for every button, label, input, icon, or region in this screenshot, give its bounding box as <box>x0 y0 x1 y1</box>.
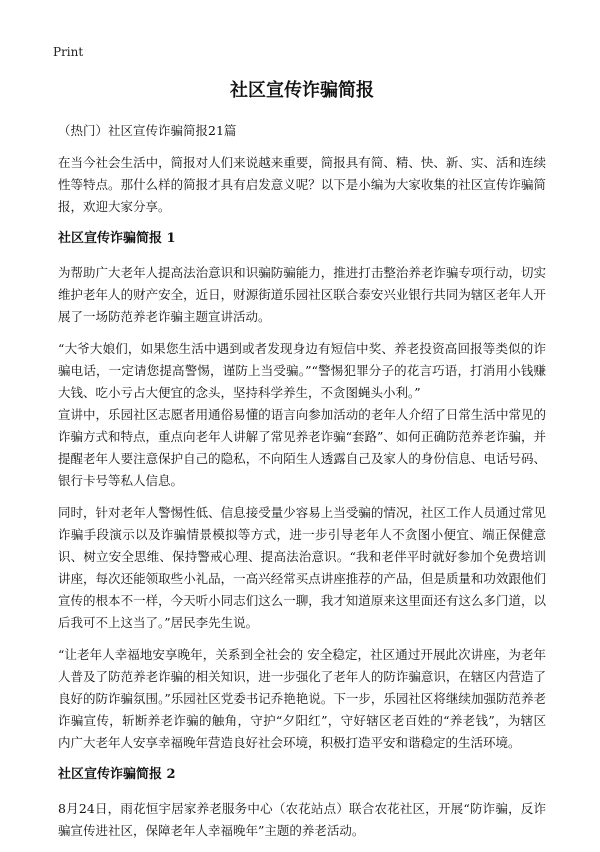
article-subtitle: （热门）社区宣传诈骗简报21篇 <box>58 123 237 138</box>
body-paragraph: 同时，针对老年人警惕性低、信息接受量少容易上当受骗的情况，社区工作人员通过常见诈骗手段演示以及诈骗情景模拟等方式，进一步引导老年人不贪图小便宜、端正保健意识、树立安全思维、保持警戒心理、提高法治意识。“我和老伴平时就好参加个免费培训讲座，每次还能领取些小礼品，一高兴经常买点讲座推荐的产品，但是质量和功效跟他们宣传的根本不一样，今天听小同志们这么一聊，我才知道原来这里面还有这么多门道，以后我可不上这当了。”居民李先生说。 <box>58 505 546 630</box>
article <box>58 78 546 852</box>
print-link[interactable]: Print <box>53 45 84 59</box>
section-heading: 社区宣传诈骗简报 2 <box>58 767 176 782</box>
body-paragraph: 宣讲中，乐园社区志愿者用通俗易懂的语言向参加活动的老年人介绍了日常生活中常见的诈骗方式和特点，重点向老年人讲解了常见养老诈骗“套路”、如何正确防范养老诈骗，并提醒老年人要注意保护自己的隐私，不向陌生人透露自己及家人的身份信息、电话号码、银行卡号等私人信息。 <box>58 407 546 488</box>
body-paragraph: “让老年人幸福地安享晚年，关系到全社会的 安全稳定，社区通过开展此次讲座，为老年人普及了防范养老诈骗的相关知识，进一步强化了老年人的防诈骗意识，在辖区内营造了良好的防诈骗氛围。”乐园社区党委书记乔艳艳说。下一步，乐园社区将继续加强防范养老诈骗宣传，斩断养老诈骗的触角，守护“夕阳红”，守好辖区老百姓的“养老钱”，为辖区内广大老年人安享幸福晚年营造良好社会环境，积极打造平安和谐稳定的生活环境。 <box>58 647 546 750</box>
body-paragraph: 为帮助广大老年人提高法治意识和识骗防骗能力，推进打击整治养老诈骗专项行动，切实维护老年人的财产安全，近日，财源街道乐园社区联合泰安兴业银行共同为辖区老年人开展了一场防范养老诈骗主题宣讲活动。 <box>58 265 546 324</box>
intro-paragraph: 在当今社会生活中，简报对人们来说越来重要，简报具有简、精、快、新、实、活和连续性等特点。那什么样的简报才具有启发意义呢？以下是小编为大家收集的社区宣传诈骗简报，欢迎大家分享。 <box>58 155 546 214</box>
section-heading: 社区宣传诈骗简报 1 <box>58 231 176 246</box>
body-paragraph: “大爷大娘们，如果您生活中遇到或者发现身边有短信中奖、养老投资高回报等类似的诈骗电话，一定请您提高警惕，谨防上当受骗。”“警惕犯罪分子的花言巧语，打消用小钱赚大钱、吃小亏占大便宜的念头，坚持科学养生，不贪图蝇头小利。” <box>58 341 546 400</box>
body-paragraph: 8月24日，雨花恒宇居家养老服务中心（农花站点）联合农花社区，开展“防诈骗，反诈骗宣传进社区，保障老年人幸福晚年”主题的养老活动。 <box>58 801 546 838</box>
page-title: 社区宣传诈骗简报 <box>230 80 374 101</box>
